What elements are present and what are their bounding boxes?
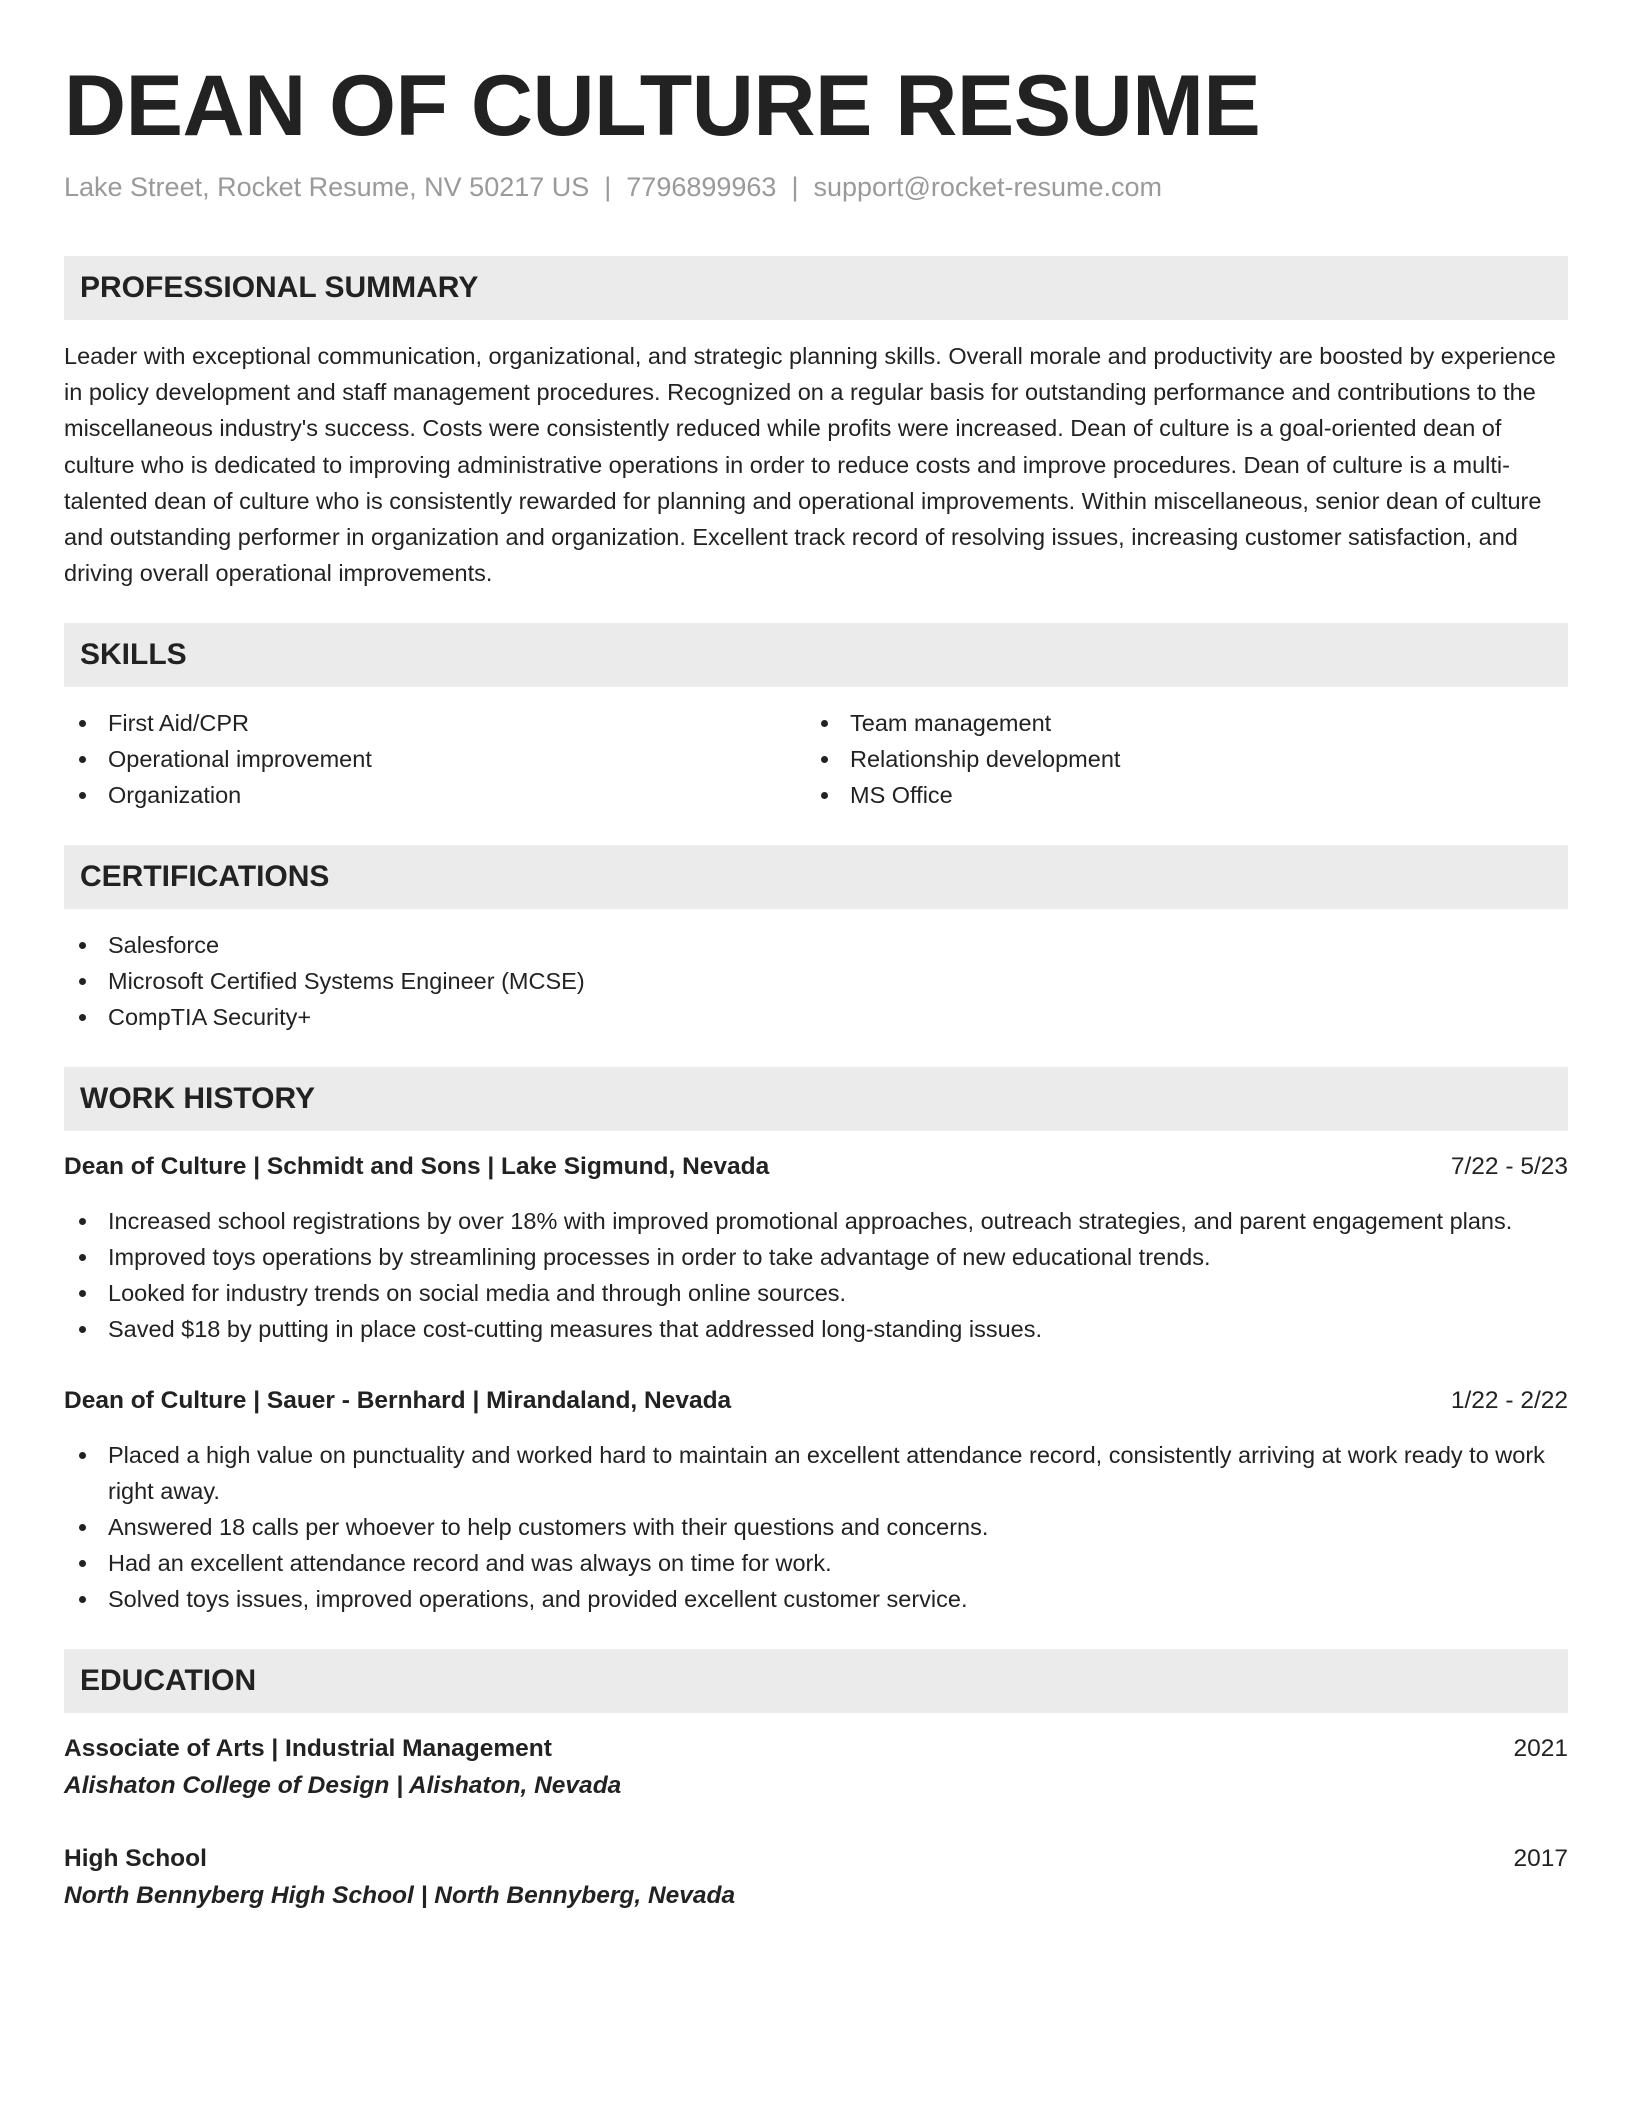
skill-item: Relationship development: [806, 741, 1548, 777]
skills-grid: [64, 705, 1568, 813]
job-bullet: Increased school registrations by over 18% with improved promotional approaches, outreach strategies, and parent engagement plans.: [64, 1203, 1568, 1239]
job-bullet: Improved toys operations by streamlining processes in order to take advantage of new educational trends.: [64, 1239, 1568, 1275]
job-bullets: [64, 1437, 1568, 1617]
job-bullet: Answered 18 calls per whoever to help customers with their questions and concerns.: [64, 1509, 1568, 1545]
certifications-list: [64, 927, 1568, 1035]
job-heading-row: [64, 1149, 1568, 1185]
job-title: Dean of Culture | Sauer - Bernhard | Mirandaland, Nevada: [64, 1387, 732, 1415]
job-bullet: Looked for industry trends on social media and through online sources.: [64, 1275, 1568, 1311]
education-heading-row: [64, 1731, 1568, 1767]
job-bullet: Had an excellent attendance record and was always on time for work.: [64, 1545, 1568, 1581]
job-heading-row: [64, 1383, 1568, 1419]
job-entry: [64, 1383, 1568, 1617]
contact-separator: |: [791, 172, 799, 202]
job-dates: 7/22 - 5/23: [1450, 1153, 1568, 1181]
job-bullet: Solved toys issues, improved operations, and provided excellent customer service.: [64, 1581, 1568, 1617]
job-entry: [64, 1149, 1568, 1347]
skill-item: Team management: [806, 705, 1548, 741]
education-heading-row: [64, 1841, 1568, 1877]
education-degree: Associate of Arts | Industrial Management: [64, 1735, 552, 1763]
education-entry: [64, 1731, 1568, 1805]
section-header-work-history: WORK HISTORY: [64, 1067, 1568, 1131]
education-year: 2021: [1513, 1735, 1568, 1763]
job-bullets: [64, 1203, 1568, 1347]
contact-phone: 7796899963: [626, 172, 777, 202]
job-bullet: Saved $18 by putting in place cost-cutting measures that addressed long-standing issues.: [64, 1311, 1568, 1347]
section-header-education: EDUCATION: [64, 1649, 1568, 1713]
job-dates: 1/22 - 2/22: [1450, 1387, 1568, 1415]
education-entry: [64, 1841, 1568, 1915]
contact-separator: |: [604, 172, 612, 202]
job-title: Dean of Culture | Schmidt and Sons | Lake Sigmund, Nevada: [64, 1153, 770, 1181]
skills-list-right: [806, 705, 1548, 813]
certification-item: Microsoft Certified Systems Engineer (MCSE): [64, 963, 1568, 999]
section-header-skills: SKILLS: [64, 623, 1568, 687]
skills-list-left: [64, 705, 806, 813]
education-school: Alishaton College of Design | Alishaton, Nevada: [64, 1772, 622, 1800]
job-bullet: Placed a high value on punctuality and worked hard to maintain an excellent attendance record, consistently arriving at work ready to work right away.: [64, 1437, 1568, 1509]
skill-item: Organization: [64, 777, 806, 813]
education-school: North Bennyberg High School | North Bennyberg, Nevada: [64, 1882, 736, 1910]
resume-title: DEAN OF CULTURE RESUME: [64, 58, 1261, 154]
contact-address: Lake Street, Rocket Resume, NV 50217 US: [64, 172, 590, 202]
education-degree: High School: [64, 1845, 207, 1873]
contact-email: support@rocket-resume.com: [813, 172, 1162, 202]
certification-item: Salesforce: [64, 927, 1568, 963]
skill-item: MS Office: [806, 777, 1548, 813]
contact-line: [64, 170, 1568, 204]
skill-item: Operational improvement: [64, 741, 806, 777]
education-year: 2017: [1513, 1845, 1568, 1873]
section-header-certifications: CERTIFICATIONS: [64, 845, 1568, 909]
skill-item: First Aid/CPR: [64, 705, 806, 741]
section-header-professional-summary: PROFESSIONAL SUMMARY: [64, 256, 1568, 320]
certification-item: CompTIA Security+: [64, 999, 1568, 1035]
professional-summary-text: Leader with exceptional communication, organizational, and strategic planning skills. Overall morale and productivity are boosted by experience in policy development and staff management procedures. Recognized on a regular basis for outstanding performance and contributions to the miscellaneous industry's success. Costs were consistently reduced while profits were increased. Dean of culture is a goal-oriented dean of culture who is dedicated to improving administrative operations in order to reduce costs and improve procedures. Dean of culture is a multi-talented dean of culture who is consistently rewarded for planning and operational improvements. Within miscellaneous, senior dean of culture and outstanding performer in organization and organization. Excellent track record of resolving issues, increasing customer satisfaction, and driving overall operational improvements.: [64, 343, 1556, 587]
